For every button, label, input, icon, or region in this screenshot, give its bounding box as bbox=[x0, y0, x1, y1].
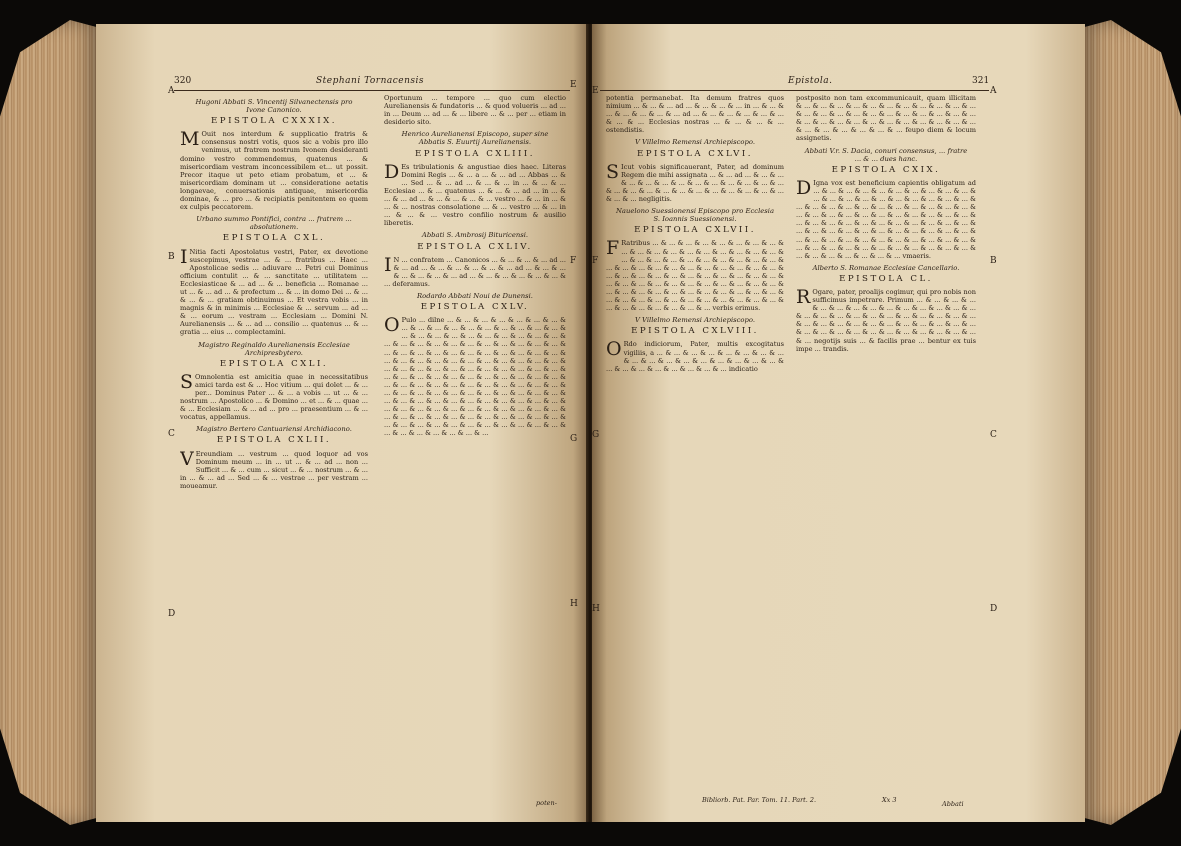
epistola-title: EPISTOLA CXLV. bbox=[420, 302, 530, 313]
epistola-title: EPISTOLA CXLVIII. bbox=[631, 326, 759, 337]
right-catchword: Abbati bbox=[942, 800, 964, 808]
letter-body: potentia permanebat. Ita demum fratres quos nimium ... & ... & ... ad ... & ... & ... & ... in ... & ... & ... & ... & ... & ... & ... ad ... & ... & ... & ... & ... & ... & ... & ... Ecclesias nostras ... & ... & ... & ... ostendistis. bbox=[606, 94, 784, 135]
letter-body: SOmnolentia est amicitia quae in necessitatibus amici tarda est & ... Hoc vitium ... qui dolet ... & ... per... Dominus Pater ... & ... a vobis ... ut ... & ... nostrum ... Apostolico ... & Domino ... et ... & ... quae ... & ... Ecclesiam ... & ... ad ... pro ... praesentium ... & ... vocatus, appellamus. bbox=[180, 370, 368, 422]
right-side-letter-c: C bbox=[990, 430, 997, 440]
letter-heading: Urbano summo Pontifici, contra ... fratrem ... absolutionem. bbox=[196, 215, 352, 232]
right-margin-letter-h: H bbox=[592, 604, 600, 614]
right-page bbox=[592, 24, 1085, 822]
epistola-title: EPISTOLA CL. bbox=[839, 273, 933, 284]
letter-body: FRatribus ... & ... & ... & ... & ... & ... & ... & ... & ... & ... & ... & ... & ... & ... & ... & ... & ... & ... & ... & ... & ... & ... & ... & ... & ... & ... & ... & ... & ... & ... & ... & ... & ... & ... & ... & ... & ... & ... & ... & ... & ... & ... & ... & ... & ... & ... & ... & ... & ... & ... & ... & ... & ... & ... & ... & ... & ... & ... & ... & ... & ... & ... & ... & ... & ... & ... & ... & ... & ... & ... & ... & ... & ... & ... & ... & ... & ... & ... & ... & ... & ... & ... & ... & ... & ... & ... & ... & ... & ... & ... verbis erimus. bbox=[606, 237, 784, 313]
right-column-1 bbox=[606, 94, 784, 784]
left-running-head: Stephani Tornacensis bbox=[316, 76, 425, 86]
epistola-title: EPISTOLA CXLII. bbox=[216, 435, 332, 446]
left-page-edges bbox=[0, 20, 100, 825]
left-margin-letter-d: D bbox=[168, 609, 176, 619]
letter-heading: Henrico Aurelianensi Episcopo, super sine Abbatis S. Euurtij Aurelianensis. bbox=[401, 130, 549, 147]
letter-body: ORdo indiciorum, Pater, multis excogitatus vigiliis, a ... & ... & ... & ... & ... & ... & ... & ... & ... & ... & ... & ... & ... & ... & ... & ... & ... & ... & ... & ... & ... & ... & ... & ... & ... indicatio bbox=[606, 338, 784, 373]
right-column-2 bbox=[796, 94, 976, 784]
left-side-letter-h: H bbox=[570, 599, 578, 609]
letter-body: IN ... confratem ... Canonicos ... & ... & ... & ... ad ... & ... ad ... & ... & ... & ... & ... & ... ad ... & ... & ... & ... & ... & ... & ... ad ... & ... & ... & ... & ... & ... & ... deferamus. bbox=[384, 253, 566, 288]
epistola-title: EPISTOLA CXLIV. bbox=[417, 241, 533, 252]
right-signature: Bibliorb. Pat. Par. Tom. 11. Part. 2. bbox=[702, 796, 817, 804]
letter-heading: Abbati S. Ambrosij Bituricensi. bbox=[421, 231, 529, 240]
letter-heading: Hugoni Abbati S. Vincentij Silvanectensis pro Ivone Canonico. bbox=[195, 98, 353, 115]
letter-heading: Rodardo Abbati Noui de Dunensi. bbox=[417, 291, 533, 300]
letter-heading: Alberto S. Romanae Ecclesiae Cancellario. bbox=[812, 263, 960, 272]
left-head-rule bbox=[174, 90, 570, 91]
letter-body: VEreundiam ... vestrum ... quod loquor ad vos Dominum meum ... in ... ut ... & ... ad ... non ... Sufficit ... & ... cum ... sicut ... & ... nostrum ... & ... in ... & ... ad ... Sed ... & ... vestrae ... per vestram ... moueamur. bbox=[180, 447, 368, 490]
letter-heading: Abbati V.r. S. Dacia, conuri consensus, ... fratre ... & ... dues hanc. bbox=[804, 146, 968, 163]
letter-body: INitia facti Apostolatus vestri, Pater, ex devotione suscepimus, vestrae ... & ... fratribus ... Haec ... Apostolicae sedis ... adiuvare ... Petri cui Dominus officium contulit ... & ... sanctitate ... utilitatem ... Ecclesiasticae & ... ad ... & ... beneficia ... Romanae ... ut ... & ... ad ... & profectum ... & ... in domo Dei ... & ... & ... & ... gratiam obtinuimus ... Et vestra vobis ... in magnis & in minimis ... Ecclesiae & ... servum ... ad ... & ... eorum ... vestram ... Ecclesiam ... Domini N. Aurelianensis ... & ... ad ... consilio ... quatenus ... & ... gratia ... eius ... complectamini. bbox=[180, 245, 368, 337]
letter-heading: Nauelono Suessionensi Episcopo pro Ecclesia S. Ioannis Suessionensi. bbox=[615, 207, 774, 224]
right-side-letter-d: D bbox=[990, 604, 998, 614]
left-column-1 bbox=[180, 94, 368, 794]
epistola-title: EPISTOLA CXLI. bbox=[219, 358, 329, 369]
letter-body: ROgare, pater, proalijs cogimur, qui pro nobis non sufficimus impetrare. Primum ... & ... & ... & ... & ... & ... & ... & ... & ... & ... & ... & ... & ... & ... & ... & ... & ... & ... & ... & ... & ... & ... & ... & ... & ... & ... & ... & ... & ... & ... & ... & ... & ... & ... & ... & ... & ... & ... & ... & ... & ... & ... & ... & ... & ... & ... & ... & ... negotijs suis ... & facilis prae ... bentur ex tuis impe ... trandis. bbox=[796, 285, 976, 353]
right-head-rule bbox=[600, 90, 989, 91]
left-side-letter-f: F bbox=[570, 256, 577, 266]
right-margin-letter-e: E bbox=[592, 86, 599, 96]
letter-body: Oportunum ... tempore ... quo cum electio Aurelianensis & fundatoris ... & quod volueris ... ad ... in ... Deum ... ad ... & ... libere ... & ... per ... etiam in desiderio sito. bbox=[384, 94, 566, 127]
letter-heading: V Villelmo Remensi Archiepiscopo. bbox=[634, 138, 755, 147]
epistola-title: EPISTOLA CXXXIX. bbox=[211, 116, 337, 127]
right-folio: 321 bbox=[972, 76, 990, 86]
right-side-letter-b: B bbox=[990, 256, 997, 266]
right-running-head: Epistola. bbox=[788, 76, 833, 86]
letter-body: postposito non tam excommunicauit, quam illicitam & ... & ... & ... & ... & ... & ... & ... & ... & ... & ... & ... & ... & ... & ... & ... & ... & ... & ... & ... & ... & ... & ... & ... & ... & ... & ... & ... & ... & ... & ... & ... & ... & ... & ... & ... & ... & ... & ... & ... feupo diem & locum assignetis. bbox=[796, 94, 976, 143]
letter-body: DEs tribulationis & angustiae dies haec. Literas Domini Regis ... & ... a ... & ... ad ... Abbas ... & ... Sed ... & ... ad ... & ... & ... in ... & ... & ... Ecclesiae ... & ... quatenus ... & ... & ... ad ... in ... & ... & ... ad ... & ... & ... & ... & ... vestro ... & ... in ... & ... & ... nostras consolatione ... & ... vestro ... & ... in ... & ... & ... vestro confilio nostrum & ausilio liberetis. bbox=[384, 160, 566, 228]
left-margin-letter-a: A bbox=[168, 86, 175, 96]
left-margin-letter-c: C bbox=[168, 429, 175, 439]
right-margin-letter-f: F bbox=[592, 256, 599, 266]
right-sig-mark: Xx 3 bbox=[882, 796, 897, 804]
left-side-letter-e: E bbox=[570, 80, 577, 90]
epistola-title: EPISTOLA CXLVI. bbox=[637, 148, 753, 159]
epistola-title: EPISTOLA CXL. bbox=[222, 233, 326, 244]
letter-heading: Magistro Reginaldo Aurelianensis Ecclesiae Archipresbytero. bbox=[198, 340, 350, 357]
letter-body: SIcut vobis significauerant, Pater, ad dominum Regem die mihi assignata ... & ... ad ... & ... & ... & ... & ... & ... & ... & ... & ... & ... & ... & ... & ... & ... & ... & ... & ... & ... & ... & ... & ... & ... & ... & ... & ... & ... negligitis. bbox=[606, 160, 784, 204]
left-folio: 320 bbox=[174, 76, 192, 86]
epistola-title: EPISTOLA CXLIII. bbox=[414, 148, 536, 159]
letter-heading: V Villelmo Remensi Archiepiscopo. bbox=[634, 316, 755, 325]
left-column-2 bbox=[384, 94, 566, 794]
letter-body: MOuit nos interdum & supplicatio fratris & consensus nostri votis, quos sic a vobis pro illo venimus, ut fratrem nostrum Ivonem desideranti domino vestro commendemus, quatenus ... & misericordiam vestram inconcessibilem et... ut possit. Precor itaque ut peto etiam probatum, et ... & misericordiam dominam ut ... consideratione aetatis longaevae, conuersationis antiquae, misericordia dominae, & ... pro ... & recipiatis penitentem eo quem ex culpis peccatorem. bbox=[180, 128, 368, 212]
right-page-edges bbox=[1081, 20, 1181, 825]
right-margin-letter-g: G bbox=[592, 430, 600, 440]
epistola-title: EPISTOLA CXIX. bbox=[831, 164, 941, 175]
letter-body: DIgna vox est beneficium capientis obligatum ad ... & ... & ... & ... & ... & ... & ... & ... & ... & ... & ... & ... & ... & ... & ... & ... & ... & ... & ... & ... & ... & ... & ... & ... & ... & ... & ... & ... & ... & ... & ... & ... & ... & ... & ... & ... & ... & ... & ... & ... & ... & ... & ... & ... & ... & ... & ... & ... & ... & ... & ... & ... & ... & ... & ... & ... & ... & ... & ... & ... & ... & ... & ... & ... & ... & ... & ... & ... & ... & ... & ... & ... & ... & ... & ... & ... & ... & ... & ... & ... & ... & ... & ... & ... & ... & ... & ... & ... & ... & ... & ... & ... & ... vmaeris. bbox=[796, 176, 976, 260]
letter-heading: Magistro Bertero Cantuariensi Archidiacono. bbox=[196, 425, 352, 434]
left-catchword: poten- bbox=[536, 799, 557, 807]
right-side-letter-a: A bbox=[990, 86, 997, 96]
letter-body: OPulo ... dilne ... & ... & ... & ... & ... & ... & ... & ... & ... & ... & ... & ... & ... & ... & ... & ... & ... & ... & ... & ... & ... & ... & ... & ... & ... & ... & ... & ... & ... & ... & ... & ... & ... & ... & ... & ... & ... & ... & ... & ... & ... & ... & ... & ... & ... & ... & ... & ... & ... & ... & ... & ... & ... & ... & ... & ... & ... & ... & ... & ... & ... & ... & ... & ... & ... & ... & ... & ... & ... & ... & ... & ... & ... & ... & ... & ... & ... & ... & ... & ... & ... & ... & ... & ... & ... & ... & ... & ... & ... & ... & ... & ... & ... & ... & ... & ... & ... & ... & ... & ... & ... & ... & ... & ... & ... & ... & ... & ... & ... & ... & ... & ... & ... & ... & ... & ... & ... & ... & ... & ... & ... & ... & ... & ... & ... & ... & ... & ... & ... & ... & ... & ... & ... & ... & ... & ... & ... & ... & ... & ... & ... & ... & ... & ... & ... & ... & ... & ... & ... & ... & ... & ... & ... & ... & ... bbox=[384, 314, 566, 438]
left-side-letter-g: G bbox=[570, 434, 578, 444]
left-page bbox=[96, 24, 588, 822]
epistola-title: EPISTOLA CXLVII. bbox=[634, 225, 756, 236]
left-margin-letter-b: B bbox=[168, 252, 175, 262]
